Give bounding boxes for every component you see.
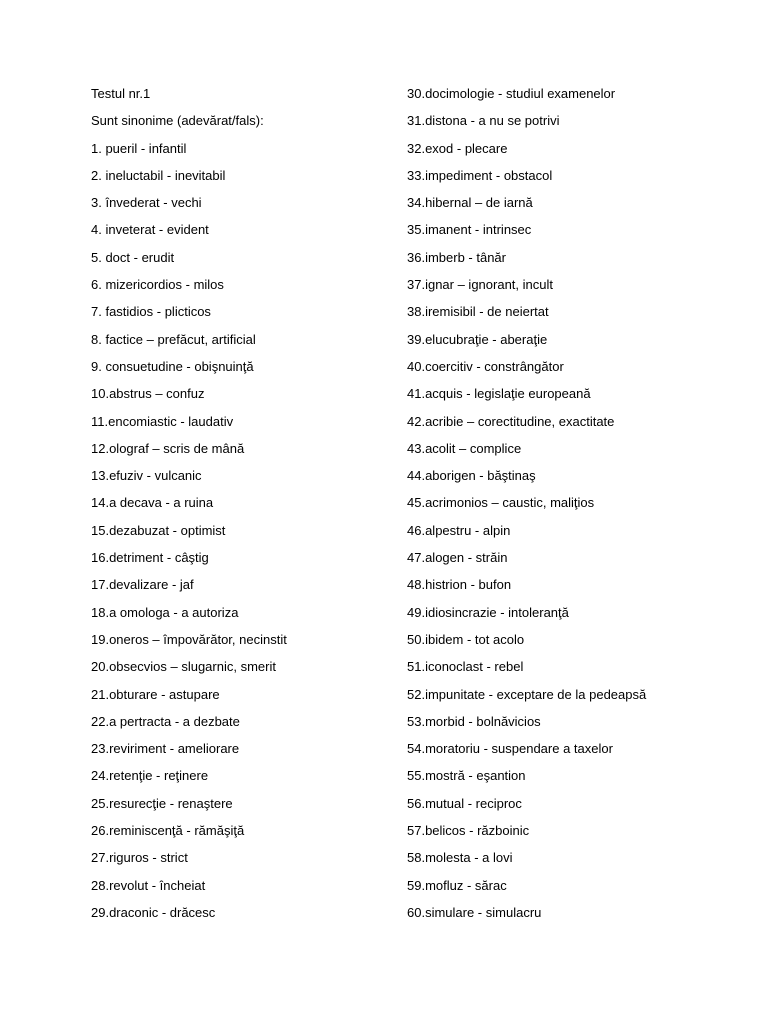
synonym-item: 28.revolut - încheiat [91,877,206,893]
synonym-item: 27.riguros - strict [91,850,188,866]
synonym-item: 42.acribie – corectitudine, exactitate [407,413,615,429]
synonym-item: 41.acquis - legislaţie europeană [407,386,591,402]
synonym-item: 12.olograf – scris de mână [91,440,245,456]
synonym-item: 29.draconic - drăcesc [91,904,216,920]
synonym-item: 54.moratoriu - suspendare a taxelor [407,741,613,757]
synonym-item: 38.iremisibil - de neiertat [407,304,549,320]
synonym-item: 43.acolit – complice [407,440,522,456]
synonym-item: 36.imberb - tânăr [407,249,506,265]
synonym-item: 11.encomiastic - laudativ [91,413,234,429]
synonym-item: 37.ignar – ignorant, incult [407,277,553,293]
synonym-item: 20.obsecvios – slugarnic, smerit [91,659,276,675]
synonym-item: 14.a decava - a ruina [91,495,214,511]
synonym-item: 17.devalizare - jaf [91,577,194,593]
synonym-item: 50.ibidem - tot acolo [407,631,525,647]
synonym-item: 44.aborigen - băştinaş [407,468,536,484]
synonym-item: 2. ineluctabil - inevitabil [91,167,226,183]
synonym-item: 45.acrimonios – caustic, maliţios [407,495,595,511]
synonym-item: 19.oneros – împovărător, necinstit [91,631,287,647]
synonym-item: 5. doct - erudit [91,249,175,265]
left-column [91,84,287,930]
synonym-item: 53.morbid - bolnăvicios [407,713,541,729]
synonym-item: 7. fastidios - plicticos [91,304,211,320]
synonym-item: 58.molesta - a lovi [407,850,513,866]
synonym-item: 39.elucubraţie - aberaţie [407,331,548,347]
synonym-item: 55.mostră - eşantion [407,768,526,784]
synonym-item: 47.alogen - străin [407,550,508,566]
synonym-item: 56.mutual - reciproc [407,795,522,811]
synonym-item: 48.histrion - bufon [407,577,512,593]
synonym-item: 31.distona - a nu se potrivi [407,113,560,129]
synonym-item: 4. inveterat - evident [91,222,209,238]
synonym-item: 8. factice – prefăcut, artificial [91,331,256,347]
test-instruction: Sunt sinonime (adevărat/fals): [91,113,264,129]
synonym-item: 23.reviriment - ameliorare [91,741,240,757]
synonym-item: 6. mizericordios - milos [91,277,224,293]
synonym-item: 60.simulare - simulacru [407,904,542,920]
synonym-item: 10.abstrus – confuz [91,386,205,402]
synonym-item: 32.exod - plecare [407,140,508,156]
synonym-item: 18.a omologa - a autoriza [91,604,239,620]
synonym-item: 25.resurecţie - renaştere [91,795,233,811]
synonym-item: 22.a pertracta - a dezbate [91,713,240,729]
synonym-item: 13.efuziv - vulcanic [91,468,202,484]
synonym-item: 15.dezabuzat - optimist [91,522,226,538]
synonym-item: 1. pueril - infantil [91,140,187,156]
synonym-item: 57.belicos - războinic [407,823,530,839]
synonym-item: 34.hibernal – de iarnă [407,195,533,211]
synonym-item: 33.impediment - obstacol [407,167,553,183]
synonym-item: 49.idiosincrazie - intoleranţă [407,604,569,620]
synonym-item: 46.alpestru - alpin [407,522,511,538]
synonym-item: 35.imanent - intrinsec [407,222,532,238]
synonym-item: 40.coercitiv - constrângător [407,358,564,374]
synonym-item: 21.obturare - astupare [91,686,220,702]
synonym-item: 51.iconoclast - rebel [407,659,524,675]
synonym-item: 52.impunitate - exceptare de la pedeapsă [407,686,647,702]
synonym-item: 59.mofluz - sărac [407,877,507,893]
test-title: Testul nr.1 [91,86,151,101]
synonym-item: 9. consuetudine - obişnuinţă [91,358,254,374]
right-column [407,84,646,930]
synonym-item: 3. învederat - vechi [91,195,202,211]
synonym-item: 30.docimologie - studiul examenelor [407,86,616,101]
synonym-item: 24.retenţie - reţinere [91,768,209,784]
synonym-item: 16.detriment - câştig [91,550,209,566]
synonym-item: 26.reminiscenţă - rămăşiţă [91,823,245,839]
